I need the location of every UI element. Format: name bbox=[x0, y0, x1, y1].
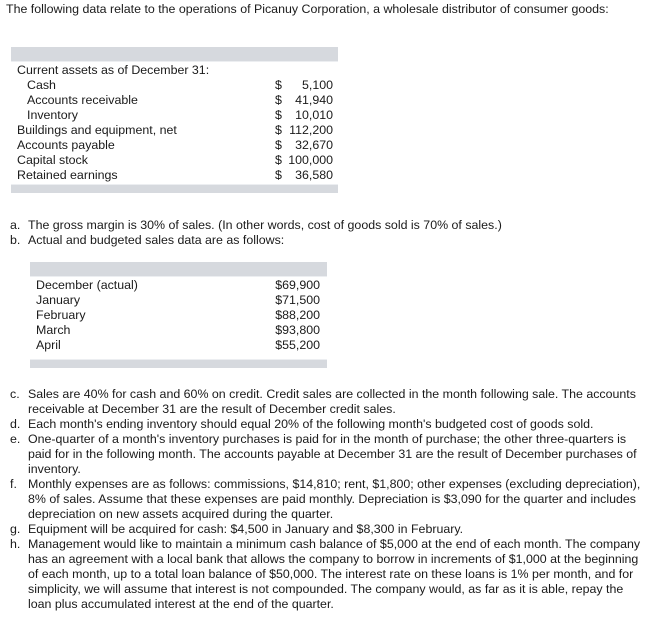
note-text: Equipment will be acquired for cash: $4,500 in January and $8,300 in February. bbox=[28, 522, 464, 536]
dollar-sign: $ bbox=[275, 138, 282, 152]
row-label: Inventory bbox=[27, 108, 78, 122]
note-text: Actual and budgeted sales data are as follows: bbox=[28, 233, 285, 247]
dollar-sign: $ bbox=[275, 123, 282, 137]
intro-paragraph: The following data relate to the operations of Picanuy Corporation, a wholesale distributor of consumer goods: bbox=[6, 2, 609, 16]
balance-table bbox=[11, 47, 338, 193]
row-amount: 112,200 bbox=[289, 123, 333, 137]
row-label: Retained earnings bbox=[17, 168, 118, 182]
table-header-band bbox=[11, 47, 338, 61]
note-f bbox=[10, 477, 650, 522]
dollar-sign: $ bbox=[275, 93, 282, 107]
sales-amount: $88,200 bbox=[275, 308, 320, 322]
note-text: Management would like to maintain a minimum cash balance of $5,000 at the end of each month. The company has an agreement with a local bank that allows the company to borrow in increments of $1,000 at the beginning of each month, up to a total loan balance of $50,000. The interest rate on these loans is 1% per month, and for simplicity, we will assume that interest is not compounded. The company would, as far as it is able, repay the loan plus accumulated interest at the end of the quarter. bbox=[28, 537, 641, 611]
sales-amount: $69,900 bbox=[275, 278, 320, 292]
note-letter: d. bbox=[10, 417, 21, 431]
row-amount: 10,010 bbox=[295, 108, 333, 122]
note-text: Monthly expenses are as follows: commissions, $14,810; rent, $1,800; other expenses (excluding depreciation), 8% of sales. Assume that these expenses are paid monthly. Depreciation is $3,090 for the quarter and includes depreciation on new assets acquired during the quarter. bbox=[28, 477, 641, 521]
sales-month: January bbox=[36, 293, 81, 307]
sales-month: February bbox=[36, 308, 86, 322]
row-amount: 36,580 bbox=[295, 168, 333, 182]
note-letter: a. bbox=[10, 218, 21, 232]
note-c bbox=[10, 387, 650, 417]
sales-month: April bbox=[36, 338, 61, 352]
row-amount: 32,670 bbox=[295, 138, 333, 152]
dollar-sign: $ bbox=[275, 108, 282, 122]
note-b bbox=[10, 233, 650, 248]
row-label: Accounts receivable bbox=[27, 93, 138, 107]
note-g bbox=[10, 522, 650, 537]
row-label: Accounts payable bbox=[17, 138, 115, 152]
note-letter: h. bbox=[10, 537, 21, 551]
note-h bbox=[10, 537, 650, 612]
sales-month: March bbox=[36, 323, 71, 337]
note-text: Sales are 40% for cash and 60% on credit. Credit sales are collected in the month following sale. The accounts receivable at December 31 are the result of December credit sales. bbox=[28, 387, 636, 416]
sales-month: December (actual) bbox=[36, 278, 138, 292]
sales-amount: $71,500 bbox=[275, 293, 320, 307]
row-label: Capital stock bbox=[17, 153, 88, 167]
note-text: The gross margin is 30% of sales. (In other words, cost of goods sold is 70% of sales.) bbox=[28, 218, 502, 232]
sales-table bbox=[30, 262, 327, 368]
row-amount: 5,100 bbox=[301, 78, 333, 92]
table-footer-band bbox=[11, 185, 338, 193]
table-footer-band bbox=[30, 360, 327, 368]
sales-amount: $93,800 bbox=[275, 323, 320, 337]
note-d bbox=[10, 417, 650, 432]
row-amount: 100,000 bbox=[288, 153, 333, 167]
note-letter: e. bbox=[10, 432, 21, 446]
notes-a-b bbox=[10, 218, 650, 248]
note-a bbox=[10, 218, 650, 233]
note-text: One-quarter of a month's inventory purchases is paid for in the month of purchase; the other three-quarters is paid for in the following month. The accounts payable at December 31 are the result of December purchases of inventory. bbox=[28, 432, 637, 476]
dollar-sign: $ bbox=[275, 78, 282, 92]
note-letter: b. bbox=[10, 233, 21, 247]
note-e bbox=[10, 432, 650, 477]
note-letter: f. bbox=[10, 477, 17, 491]
row-label: Cash bbox=[27, 78, 56, 92]
row-amount: 41,940 bbox=[295, 93, 333, 107]
dollar-sign: $ bbox=[275, 168, 282, 182]
table-header-band bbox=[30, 262, 327, 276]
note-letter: g. bbox=[10, 522, 21, 536]
note-text: Each month's ending inventory should equal 20% of the following month's budgeted cost of goods sold. bbox=[28, 417, 594, 431]
row-label: Buildings and equipment, net bbox=[17, 123, 177, 137]
dollar-sign: $ bbox=[275, 153, 282, 167]
notes-c-h bbox=[10, 387, 650, 612]
current-assets-heading: Current assets as of December 31: bbox=[17, 63, 210, 77]
sales-amount: $55,200 bbox=[275, 338, 320, 352]
note-letter: c. bbox=[10, 387, 20, 401]
